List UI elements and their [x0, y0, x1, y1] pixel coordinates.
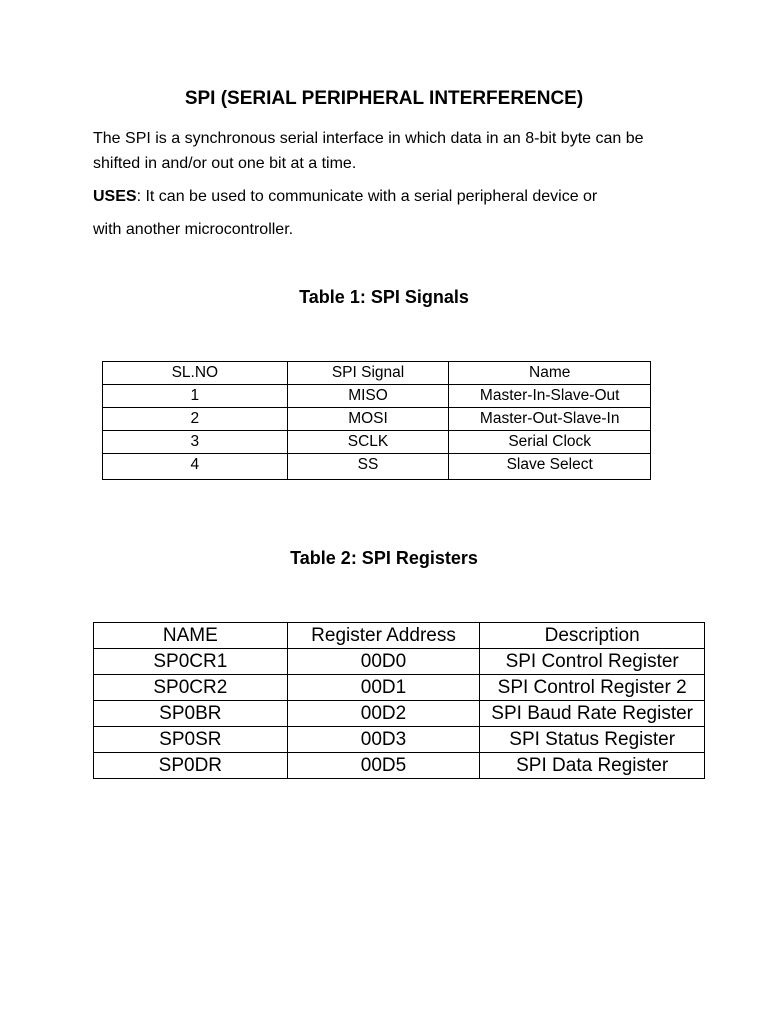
table2-caption: Table 2: SPI Registers: [290, 548, 478, 568]
column-header: SL.NO: [103, 362, 288, 385]
table-row: [94, 675, 705, 701]
spi-registers-table: [93, 622, 705, 779]
table-row: [103, 408, 651, 431]
table-row: [103, 454, 651, 480]
table1-caption: Table 1: SPI Signals: [299, 287, 469, 307]
uses-paragraph: [93, 184, 693, 209]
table-cell: 2: [103, 408, 288, 431]
table-cell: SCLK: [287, 431, 449, 454]
table-cell: SP0BR: [94, 701, 288, 727]
table-cell: MISO: [287, 385, 449, 408]
table-cell: Master-In-Slave-Out: [449, 385, 651, 408]
table-cell: 3: [103, 431, 288, 454]
page-title: SPI (SERIAL PERIPHERAL INTERFERENCE): [184, 88, 584, 109]
table-cell: 4: [103, 454, 288, 480]
intro-paragraph: The SPI is a synchronous serial interface in which data in an 8-bit byte can be shifted in and/or out one bit at a time.: [93, 130, 644, 172]
spi-signals-table: [102, 361, 651, 480]
column-header: Register Address: [287, 623, 480, 649]
table-cell: SP0CR2: [94, 675, 288, 701]
table-cell: Master-Out-Slave-In: [449, 408, 651, 431]
table-row: [94, 701, 705, 727]
table-cell: Serial Clock: [449, 431, 651, 454]
table-cell: SPI Status Register: [480, 727, 705, 753]
table-cell: 00D1: [287, 675, 480, 701]
table-cell: SS: [287, 454, 449, 480]
table-cell: SPI Control Register: [480, 649, 705, 675]
table-row: [94, 753, 705, 779]
table-row: [94, 649, 705, 675]
uses-paragraph-continued: with another microcontroller.: [93, 221, 294, 238]
table-cell: SP0SR: [94, 727, 288, 753]
table-cell: 1: [103, 385, 288, 408]
table-cell: SP0DR: [94, 753, 288, 779]
table-cell: SPI Baud Rate Register: [480, 701, 705, 727]
table-cell: 00D3: [287, 727, 480, 753]
table-cell: 00D0: [287, 649, 480, 675]
column-header: Name: [449, 362, 651, 385]
table-cell: MOSI: [287, 408, 449, 431]
table-row: [103, 431, 651, 454]
uses-text: : It can be used to communicate with a serial peripheral device or: [136, 188, 598, 205]
column-header: NAME: [94, 623, 288, 649]
table-cell: SP0CR1: [94, 649, 288, 675]
table-cell: SPI Control Register 2: [480, 675, 705, 701]
table-row: [94, 727, 705, 753]
table-cell: 00D5: [287, 753, 480, 779]
table-header-row: [103, 362, 651, 385]
column-header: Description: [480, 623, 705, 649]
uses-label: USES: [93, 188, 137, 205]
column-header: SPI Signal: [287, 362, 449, 385]
table-header-row: [94, 623, 705, 649]
table-cell: 00D2: [287, 701, 480, 727]
table-row: [103, 385, 651, 408]
table-cell: SPI Data Register: [480, 753, 705, 779]
table-cell: Slave Select: [449, 454, 651, 480]
